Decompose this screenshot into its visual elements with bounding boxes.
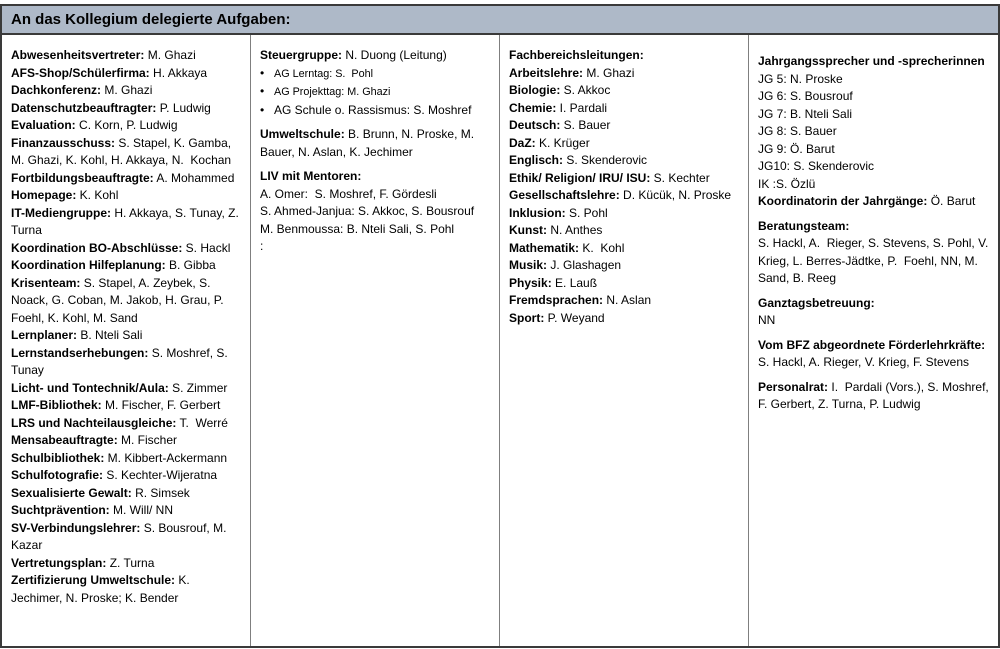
task-line xyxy=(509,222,740,240)
list-line: S. Ahmed-Janjua: S. Akkoc, S. Bousrouf xyxy=(260,204,475,218)
task-label: Sport: xyxy=(509,310,545,325)
task-label: Koordination BO-Abschlüsse: xyxy=(11,240,183,255)
task-line xyxy=(509,170,740,188)
task-label: AFS-Shop/Schülerfirma: xyxy=(11,65,150,80)
task-label: Mensabeauftragte: xyxy=(11,433,118,447)
task-label: IT-Mediengruppe: xyxy=(11,205,111,220)
task-label: Gesellschaftslehre: xyxy=(509,188,620,202)
task-assignees: K. Kohl xyxy=(76,188,119,202)
list-line: JG 6: S. Bousrouf xyxy=(758,89,853,103)
task-line xyxy=(509,292,740,310)
task-label: Personalrat: xyxy=(758,379,829,394)
task-line xyxy=(11,432,242,450)
task-label: Steuergruppe: xyxy=(260,48,343,62)
task-line xyxy=(509,117,740,135)
table-body xyxy=(2,35,998,646)
task-line xyxy=(11,520,242,555)
task-label: LMF-Bibliothek: xyxy=(11,398,102,412)
task-assignees: K. Kohl xyxy=(579,240,625,255)
task-assignees: T. Werré xyxy=(176,415,228,430)
list-line: A. Omer: S. Moshref, F. Gördesli xyxy=(260,186,437,201)
task-label: Chemie: xyxy=(509,100,557,115)
task-label: Fremdsprachen: xyxy=(509,293,604,307)
task-line xyxy=(11,257,242,275)
task-assignees: S. Stapel, A. Zeybek, S. Noack, G. Coban, M. Jakob, H. Grau, P. Foehl, K. Kohl, M. Sand xyxy=(11,275,227,325)
task-line xyxy=(11,572,242,607)
column-fachbereichsleitungen xyxy=(500,35,749,646)
task-line xyxy=(11,327,242,345)
list-line: : xyxy=(260,239,264,253)
list-line: IK :S. Özlü xyxy=(758,176,816,191)
task-assignees: S. Pohl xyxy=(565,205,608,220)
task-line xyxy=(11,467,242,485)
list-line: JG 8: S. Bauer xyxy=(758,124,837,138)
section-header: Fachbereichsleitungen: xyxy=(509,48,644,62)
spacer xyxy=(260,161,491,168)
task-label: DaZ: xyxy=(509,135,536,150)
spacer xyxy=(758,372,990,379)
task-assignees: Ö. Barut xyxy=(927,194,976,208)
task-assignees: S. Bauer xyxy=(560,118,611,132)
delegated-tasks-table xyxy=(0,4,1000,648)
task-assignees: S. Zimmer xyxy=(168,380,228,395)
task-line xyxy=(509,240,740,258)
task-assignees: M. Fischer, F. Gerbert xyxy=(101,398,221,412)
task-label: LRS und Nachteilausgleiche: xyxy=(11,415,177,430)
task-assignees: M. Ghazi xyxy=(101,83,153,97)
task-assignees: R. Simsek xyxy=(131,485,190,500)
task-label: Licht- und Tontechnik/Aula: xyxy=(11,380,169,395)
list-line: JG 9: Ö. Barut xyxy=(758,141,835,156)
task-label: Physik: xyxy=(509,275,552,290)
task-line xyxy=(11,380,242,398)
task-label: Deutsch: xyxy=(509,118,561,132)
task-line xyxy=(260,126,491,161)
task-label: SV-Verbindungslehrer: xyxy=(11,520,141,535)
task-label: Suchtprävention: xyxy=(11,503,110,517)
list-line: M. Benmoussa: B. Nteli Sali, S. Pohl xyxy=(260,221,455,236)
section-header: Jahrgangssprecher und -sprecherinnen xyxy=(758,54,985,68)
task-line xyxy=(11,82,242,100)
table-header-row xyxy=(2,6,998,35)
task-label: Lernplaner: xyxy=(11,328,78,342)
bullet-item xyxy=(260,102,491,120)
task-line xyxy=(11,65,242,83)
task-line xyxy=(509,205,740,223)
task-label: Fortbildungsbeauftragte: xyxy=(11,170,154,185)
task-label: Musik: xyxy=(509,258,548,272)
task-label: Abwesenheitsvertreter: xyxy=(11,48,145,62)
task-assignees: Z. Turna xyxy=(106,555,155,570)
task-label: Vertretungsplan: xyxy=(11,555,107,570)
task-line xyxy=(11,47,242,65)
bullet-icon: • xyxy=(260,102,265,117)
task-label: Arbeitslehre: xyxy=(509,65,584,80)
task-label: Homepage: xyxy=(11,188,77,202)
task-assignees: M. Ghazi xyxy=(144,48,196,62)
task-line xyxy=(11,415,242,433)
bullet-item xyxy=(260,83,491,102)
task-label: Mathematik: xyxy=(509,240,580,255)
task-label: Evaluation: xyxy=(11,118,76,132)
list-line: JG 7: B. Nteli Sali xyxy=(758,106,853,121)
task-assignees: S. Stapel, K. Gamba, M. Ghazi, K. Kohl, H. Akkaya, N. Kochan xyxy=(11,135,235,167)
task-label: Koordination Hilfeplanung: xyxy=(11,258,166,272)
task-line xyxy=(11,397,242,415)
task-assignees: K. Jechimer, N. Proske; K. Bender xyxy=(11,573,194,605)
task-assignees: H. Akkaya xyxy=(149,65,208,80)
task-line xyxy=(11,275,242,328)
task-label: Umweltschule: xyxy=(260,127,345,141)
bullet-text: AG Projekttag: M. Ghazi xyxy=(274,86,391,98)
task-assignees: S. Bousrouf, M. Kazar xyxy=(11,520,230,552)
task-line xyxy=(11,135,242,170)
task-line xyxy=(509,152,740,170)
task-line xyxy=(509,82,740,100)
task-line xyxy=(509,100,740,118)
task-line xyxy=(260,47,491,65)
task-label: Kunst: xyxy=(509,223,547,237)
task-assignees: K. Krüger xyxy=(535,135,590,150)
task-line xyxy=(11,555,242,573)
task-line xyxy=(11,485,242,503)
bullet-text: AG Schule o. Rassismus: S. Moshref xyxy=(274,102,472,117)
task-label: Ethik/ Religion/ IRU/ ISU: xyxy=(509,170,651,185)
task-assignees: A. Mohammed xyxy=(153,170,235,185)
column-delegierte-aufgaben-liste xyxy=(2,35,251,646)
task-assignees: B. Gibba xyxy=(165,258,216,272)
section-header: Ganztagsbetreuung: xyxy=(758,295,875,310)
task-assignees: S. Kechter xyxy=(650,170,710,185)
task-label: Schulfotografie: xyxy=(11,468,103,482)
task-assignees: S. Akkoc xyxy=(560,83,611,97)
task-assignees: M. Ghazi xyxy=(583,65,635,80)
task-line xyxy=(11,240,242,258)
spacer xyxy=(758,211,990,218)
task-assignees: S. Moshref, S. Tunay xyxy=(11,345,231,377)
task-label: Dachkonferenz: xyxy=(11,83,102,97)
task-assignees: M. Kibbert-Ackermann xyxy=(104,450,228,465)
task-label: Englisch: xyxy=(509,153,564,167)
task-assignees: E. Lauß xyxy=(551,275,598,290)
task-line xyxy=(11,100,242,118)
task-assignees: N. Duong (Leitung) xyxy=(342,48,447,62)
spacer xyxy=(260,119,491,126)
task-label: Krisenteam: xyxy=(11,275,81,290)
task-assignees: S. Hackl xyxy=(182,240,231,255)
page-title: An das Kollegium delegierte Aufgaben: xyxy=(11,11,291,28)
task-assignees: D. Kücük, N. Proske xyxy=(619,188,732,202)
bullet-icon: • xyxy=(260,84,265,98)
task-line xyxy=(758,193,990,211)
task-assignees: P. Ludwig xyxy=(156,100,211,115)
list-line: JG 5: N. Proske xyxy=(758,71,843,86)
section-header: Vom BFZ abgeordnete Förderlehrkräfte: xyxy=(758,337,986,352)
task-assignees: B. Brunn, N. Proske, M. Bauer, N. Aslan, K. Jechimer xyxy=(260,127,478,159)
task-label: Lernstandserhebungen: xyxy=(11,345,149,360)
task-assignees: M. Will/ NN xyxy=(109,503,173,517)
list-line: JG10: S. Skenderovic xyxy=(758,159,875,173)
task-label: Inklusion: xyxy=(509,205,566,220)
spacer xyxy=(758,330,990,337)
bullet-text: AG Lerntag: S. Pohl xyxy=(274,67,374,80)
task-assignees: S. Skenderovic xyxy=(563,153,648,167)
task-assignees: N. Anthes xyxy=(547,223,603,237)
task-assignees: H. Akkaya, S. Tunay, Z. Turna xyxy=(11,205,242,237)
task-line xyxy=(11,450,242,468)
task-line xyxy=(11,345,242,380)
bullet-item xyxy=(260,65,491,84)
task-label: Schulbibliothek: xyxy=(11,450,105,465)
column-steuergruppe-umweltschule-liv xyxy=(251,35,500,646)
task-line xyxy=(11,117,242,135)
task-line xyxy=(509,65,740,83)
task-label: Zertifizierung Umweltschule: xyxy=(11,573,176,587)
task-line xyxy=(11,502,242,520)
section-header: Beratungsteam: xyxy=(758,218,850,233)
task-label: Koordinatorin der Jahrgänge: xyxy=(758,194,928,208)
task-assignees: B. Nteli Sali xyxy=(77,328,143,342)
task-line xyxy=(11,205,242,240)
list-line: S. Hackl, A. Rieger, V. Krieg, F. Stevens xyxy=(758,355,969,369)
list-line: S. Hackl, A. Rieger, S. Stevens, S. Pohl, V. Krieg, L. Berres-Jädtke, P. Foehl, NN, M. Sand, B. Reeg xyxy=(758,236,992,285)
task-line xyxy=(509,135,740,153)
task-line xyxy=(11,170,242,188)
task-line xyxy=(509,257,740,275)
bullet-icon: • xyxy=(260,65,265,80)
section-header: LIV mit Mentoren: xyxy=(260,169,362,183)
task-line xyxy=(509,310,740,328)
task-assignees: M. Fischer xyxy=(117,433,178,447)
list-line: NN xyxy=(758,313,776,327)
task-label: Biologie: xyxy=(509,83,561,97)
task-label: Datenschutzbeauftragter: xyxy=(11,100,157,115)
task-label: Finanzausschuss: xyxy=(11,135,116,150)
task-line xyxy=(758,379,993,414)
task-assignees: I. Pardali (Vors.), S. Moshref, F. Gerbert, Z. Turna, P. Ludwig xyxy=(758,379,993,411)
column-jahrgaenge-teams-personalrat xyxy=(749,35,998,646)
task-assignees: P. Weyand xyxy=(544,310,605,325)
task-assignees: N. Aslan xyxy=(603,293,652,307)
task-assignees: I. Pardali xyxy=(556,100,608,115)
task-line xyxy=(509,275,740,293)
task-assignees: C. Korn, P. Ludwig xyxy=(75,118,178,132)
task-label: Sexualisierte Gewalt: xyxy=(11,485,132,500)
spacer xyxy=(758,288,990,295)
task-assignees: J. Glashagen xyxy=(547,258,622,272)
task-line xyxy=(11,187,242,205)
task-assignees: S. Kechter-Wijeratna xyxy=(103,468,218,482)
task-line xyxy=(509,187,740,205)
